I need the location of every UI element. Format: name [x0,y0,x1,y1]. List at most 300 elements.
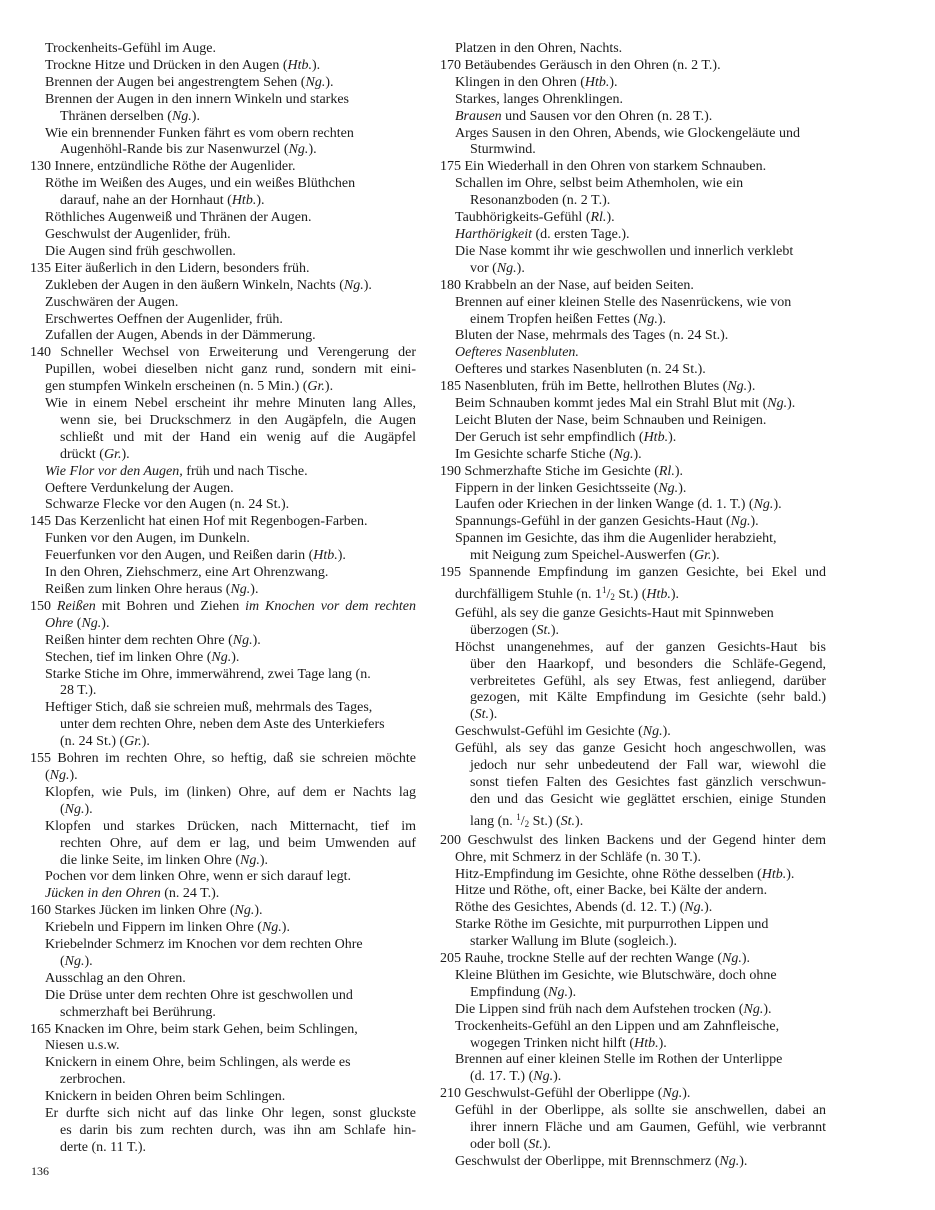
text-line [30,650,416,667]
text-segment: sonst tiefen Falten des Gesichtes fast gänzlich verschwun- [470,774,826,790]
text-line [30,126,416,143]
text-segment: oder boll ( [470,1137,529,1152]
text-line [440,514,826,531]
text-line [30,481,416,498]
text-line [440,345,826,362]
italic-text: Ohre [45,615,74,631]
text-segment: ( [45,767,50,783]
text-line [30,683,416,700]
italic-text: Ng. [753,497,774,513]
text-segment: mit Bohren und Ziehen [95,598,246,614]
text-segment: Ohre, mit Schmerz in der Schläfe (n. 30 T.). [455,849,701,865]
text-segment: den und das Gesicht wie geglättet erschien, einige Stunden [470,791,826,807]
text-line [30,227,416,244]
text-segment: 185 Nasenbluten, früh im Bette, hellrothen Blutes ( [440,379,728,395]
text-segment: Reißen hinter dem rechten Ohre ( [45,632,233,648]
text-segment: Gefühl, als sey die ganze Gesichts-Haut mit Spinnweben [455,605,774,621]
text-line [30,362,416,379]
text-segment: ). [256,193,265,209]
text-segment: Laufen oder Kriechen in der linken Wange (d. 1. T.) ( [455,497,754,513]
text-line [30,1055,416,1072]
text-line [30,785,416,802]
text-segment: unter dem rechten Ohre, neben dem Aste des Unterkiefers [60,717,385,733]
text-segment: Thränen derselben ( [60,108,172,124]
text-line [440,657,826,674]
text-segment: ). [252,632,261,648]
text-segment: ( [470,707,475,723]
text-segment: ). [773,497,782,513]
text-line [440,1154,826,1171]
text-line [30,244,416,261]
text-line [440,968,826,985]
text-line [440,883,826,900]
text-segment: ). [633,446,642,462]
text-line [440,362,826,379]
text-segment: darauf, nahe an der Hornhaut ( [60,193,232,209]
italic-text: Ng. [496,260,517,276]
text-segment: Starke Stiche im Ohre, immerwährend, zwei Tage lang (n. [45,666,371,682]
text-segment: Zufallen der Augen, Abends in der Dämmerung. [45,328,316,344]
text-segment: Schallen im Ohre, selbst beim Athemholen, wie ein [455,176,744,192]
text-line [30,447,416,464]
text-segment: ). [553,1069,562,1085]
text-line [440,481,826,498]
text-segment: Ausschlag an den Ohren. [45,970,186,986]
text-line [440,1036,826,1053]
text-line [30,278,416,295]
text-segment: Die Augen sind früh geschwollen. [45,243,236,259]
text-line [440,582,826,606]
text-segment: Feuerfunken vor den Augen, und Reißen darin ( [45,548,314,564]
text-segment: gen stumpfen Winkeln erscheinen (n. 5 Min.) ( [45,379,308,395]
text-segment: wenn sie, bei Druckschmerz in den Augäpfeln, die Augen [60,412,416,428]
text-segment: / [520,813,525,829]
text-line [440,1019,826,1036]
text-line [30,1022,416,1039]
text-segment: Sturmwind. [470,142,536,158]
text-line [440,295,826,312]
text-segment: zerbrochen. [60,1072,126,1088]
text-segment: Gefühl in der Oberlippe, als sollte sie anschwellen, dabei an [455,1103,826,1119]
text-line [440,75,826,92]
text-line [440,690,826,707]
italic-text: Jücken in den Ohren [45,886,161,902]
text-line [440,707,826,724]
text-line [440,934,826,951]
text-segment: ). [747,379,756,395]
text-line [30,853,416,870]
text-line [440,565,826,582]
text-segment: ). [657,311,666,327]
text-segment: ). [324,379,334,395]
text-segment: ). [281,920,290,936]
text-segment: Röthliches Augenweiß und Thränen der Augen. [45,210,312,226]
text-line [30,971,416,988]
text-line [440,917,826,934]
text-segment: Die Drüse unter dem rechten Ohre ist geschwollen und [45,987,353,1003]
text-segment: Augenhöhl-Rande bis zur Nasenwurzel ( [60,142,289,158]
text-segment: Leicht Bluten der Nase, beim Schnauben und Reinigen. [455,412,767,428]
text-segment: ). [787,396,796,412]
text-segment: Geschwulst der Augenlider, früh. [45,226,231,242]
text-segment: Brennen auf einer kleinen Stelle des Nasenrückens, wie von [455,294,792,310]
text-line [30,142,416,159]
text-line [440,244,826,261]
italic-text: Harthörigkeit [455,226,532,242]
text-segment: ). [325,74,334,90]
italic-text: Ng. [642,724,663,740]
text-segment: ). [550,622,560,638]
text-line [30,1005,416,1022]
italic-text: Ng. [288,142,309,158]
page-number: 136 [31,1164,49,1178]
text-line [440,1052,826,1069]
text-line [30,548,416,565]
italic-text: Ng. [719,1153,740,1169]
text-segment: Klopfen und starkes Drücken, nach Mitternacht, tief im [45,818,416,834]
italic-text: Ng. [533,1069,554,1085]
text-line [30,836,416,853]
text-line [440,109,826,126]
italic-text: Wie Flor vor den Augen, [45,463,183,479]
italic-text: St. [474,707,490,723]
text-segment: Geschwulst der Oberlippe, mit Brennschmerz ( [455,1153,720,1169]
text-segment: 160 Starkes Jücken im linken Ohre ( [30,903,235,919]
text-segment: Bluten der Nase, mehrmals des Tages (n. 24 St.). [455,328,729,344]
text-line [30,920,416,937]
italic-text: Htb. [287,57,312,73]
text-segment: Empfindung ( [470,984,549,1000]
text-line [30,954,416,971]
italic-text: Ng. [548,984,568,1000]
italic-text: Rl. [590,210,607,226]
text-segment: Starke Röthe im Gesichte, mit purpurrothen Lippen und [455,917,769,933]
text-line [440,58,826,75]
italic-text: Htb. [643,429,669,445]
text-segment: ). [191,108,200,124]
text-line [440,809,826,833]
text-segment: schmerzhaft bei Berührung. [60,1004,216,1020]
text-segment: ). [337,548,346,564]
italic-text: Ng. [743,1001,764,1017]
text-line [440,724,826,741]
italic-text: Ng. [637,311,658,327]
text-segment: 175 Ein Wiederhall in den Ohren von starkem Schnauben. [440,159,767,175]
text-line [30,1140,416,1157]
text-line [440,193,826,210]
text-segment: Kriebeln und Fippern im linken Ohre ( [45,920,262,936]
text-segment: durchfälligem Stuhle (n. 1 [455,587,602,602]
text-line [30,616,416,633]
text-line [30,1089,416,1106]
text-line [440,126,826,143]
text-segment: derte (n. 11 T.). [60,1139,147,1155]
text-line [440,142,826,159]
text-segment: St.) ( [614,587,647,602]
text-segment: ). [568,984,577,1000]
text-segment: Niesen u.s.w. [45,1038,120,1054]
text-line [30,295,416,312]
text-line [440,792,826,809]
italic-text: Htb. [761,866,787,882]
text-line [30,328,416,345]
text-segment: 2 [610,592,615,602]
text-segment: 130 Innere, entzündliche Röthe der Augenlider. [30,159,296,175]
text-segment: (d. ersten Tage.). [532,226,630,242]
italic-text: Htb. [634,1035,659,1051]
text-line [30,430,416,447]
text-line [30,700,416,717]
text-segment: 140 Schneller Wechsel von Erweiterung und Verengerung der [30,345,416,361]
text-segment: Heftiger Stich, daß sie schreien muß, mehrmals des Tages, [45,700,373,716]
italic-text: Htb. [313,548,338,564]
text-segment: Wie in einem Nebel erscheint ihr mehre Minuten lang Alles, [45,396,416,412]
text-line [440,1086,826,1103]
text-line [440,1002,826,1019]
text-segment: ). [259,852,269,868]
text-line [30,819,416,836]
text-line [30,75,416,92]
text-segment: und Sausen vor den Ohren (n. 28 T.). [501,108,713,124]
italic-text: im Knochen vor dem rechten [245,598,416,614]
text-line [30,193,416,210]
text-line [440,41,826,58]
text-line [30,58,416,75]
italic-text: Htb. [231,193,257,209]
text-segment: 155 Bohren im rechten Ohre, so heftig, daß sie schreien möchte [30,751,416,767]
italic-text: Oefteres Nasenbluten. [455,345,579,361]
text-line [440,497,826,514]
text-line [30,379,416,396]
italic-text: Ng. [343,277,364,293]
text-segment: 210 Geschwulst-Gefühl der Oberlippe ( [440,1086,663,1102]
text-line [440,850,826,867]
text-line [30,903,416,920]
text-segment: Beim Schnauben kommt jedes Mal ein Strahl Blut mit ( [455,396,768,412]
text-segment: 150 [30,598,57,614]
text-segment: Zuschwären der Augen. [45,294,179,310]
text-line [440,92,826,109]
text-segment: Er durfte sich nicht auf das linke Ohr legen, sonst gluckste [45,1106,416,1122]
italic-text: Gr. [124,734,142,750]
text-line [440,1069,826,1086]
text-line [30,1038,416,1055]
text-segment: ). [311,57,321,73]
text-line [30,497,416,514]
text-segment: ). [254,903,263,919]
text-segment: Schwarze Flecke vor den Augen (n. 24 St.). [45,497,290,513]
text-segment: Brennen der Augen bei angestrengtem Sehen ( [45,74,306,90]
italic-text: Ng. [658,480,679,496]
text-segment: ). [763,1001,772,1017]
italic-text: Ng. [240,852,260,868]
text-segment: ). [141,734,150,750]
text-segment: ). [668,429,677,445]
text-line [30,565,416,582]
text-segment: Platzen in den Ohren, Nachts. [455,41,623,56]
text-line [30,413,416,430]
text-line [440,396,826,413]
italic-text: Gr. [103,446,122,462]
text-segment: ( [60,801,65,817]
text-segment: ). [704,900,713,916]
text-segment: 165 Knacken im Ohre, beim stark Gehen, beim Schlingen, [30,1021,358,1037]
italic-text: Ng. [232,632,253,648]
text-segment: einem Tropfen heißen Fettes ( [470,311,638,327]
text-segment: ). [786,866,795,882]
text-segment: ). [662,724,671,740]
text-segment: lang (n. [470,813,517,829]
text-segment: ihrer innern Fläche und am Gaumen, Gefühl, wie verbrannt [470,1120,826,1136]
text-line [30,109,416,126]
italic-text: Ng. [211,649,232,665]
text-segment: gezogen, mit Kälte Empfindung im Gesichte (sehr bald.) [470,690,826,706]
text-line [30,1123,416,1140]
text-segment: Hitze und Röthe, oft, einer Backe, bei Kälte der andern. [455,883,768,899]
text-segment: Oefteres und starkes Nasenbluten (n. 24 St.). [455,362,706,378]
text-segment: ( [60,953,65,969]
text-segment: 195 Spannende Empfindung im ganzen Gesichte, bei Ekel und [440,565,826,581]
italic-text: St. [560,813,576,829]
text-segment: 145 Das Kerzenlicht hat einen Hof mit Regenbogen-Farben. [30,514,368,530]
text-line [440,531,826,548]
text-segment: (n. 24 St.) ( [60,734,125,750]
text-segment: Reißen zum linken Ohre heraus ( [45,582,231,597]
text-line [440,447,826,464]
text-segment: Spannen im Gesichte, das ihm die Augenlider herabzieht, [455,531,777,547]
text-segment: 170 Betäubendes Geräusch in den Ohren (n. 2 T.). [440,57,721,73]
italic-text: Ng. [234,903,255,919]
text-segment: Spannungs-Gefühl in der ganzen Gesichts-Haut ( [455,514,731,530]
text-line [30,988,416,1005]
text-line [30,582,416,599]
italic-text: Ng. [171,108,192,124]
text-segment: Die Lippen sind früh nach dem Aufstehen trocken ( [455,1001,744,1017]
text-segment: ). [250,582,259,597]
text-line [440,985,826,1002]
text-line [30,717,416,734]
text-segment: schließt und mit der Hand ein wenig auf die Augäpfel [60,429,416,445]
text-segment: Funken vor den Augen, im Dunkeln. [45,531,250,547]
text-line [440,176,826,193]
text-segment: / [606,587,611,602]
text-line [30,667,416,684]
text-segment: Röthe im Weißen des Auges, und ein weißes Blüthchen [45,176,356,192]
italic-text: Ng. [81,615,102,631]
text-line [30,210,416,227]
text-segment: 1 [516,811,521,822]
italic-text: Ng. [684,900,705,916]
text-segment: ). [670,587,680,602]
text-segment: Knickern in beiden Ohren beim Schlingen. [45,1089,286,1105]
text-segment: 180 Krabbeln an der Nase, auf beiden Seiten. [440,277,694,293]
text-segment: St.) ( [529,813,561,829]
text-segment: ). [575,813,584,829]
text-line [30,514,416,531]
text-segment: Resonanzboden (n. 2 T.). [470,193,611,209]
text-line [440,640,826,657]
text-segment: drückt ( [60,446,104,462]
italic-text: Ng. [613,446,634,462]
text-segment: ). [750,514,759,530]
text-segment: Hitz-Empfindung im Gesichte, ohne Röthe desselben ( [455,866,762,882]
italic-text: Reißen [56,598,96,614]
text-segment: (n. 24 T.). [160,886,220,902]
text-segment: Erschwertes Oeffnen der Augenlider, früh. [45,311,283,327]
italic-text: St. [528,1137,543,1152]
text-segment: ). [674,463,683,479]
text-line [30,1106,416,1123]
text-line [30,869,416,886]
text-segment: ). [658,1035,667,1051]
text-segment: es darin bis zum rechten durch, was ihn am Schlafe hin- [60,1123,416,1138]
text-segment: verbreitetes Gefühl, als sey Etwas, fest anliegend, darüber [470,673,826,689]
text-line [440,674,826,691]
text-segment: überzogen ( [470,622,537,638]
italic-text: Ng. [305,74,326,90]
text-segment: ). [516,260,525,276]
text-segment: vor ( [470,260,497,276]
text-segment: ). [84,801,93,817]
text-segment: Starkes, langes Ohrenklingen. [455,91,623,107]
text-line [440,227,826,244]
text-line [440,328,826,345]
text-segment: 205 Rauhe, trockne Stelle auf der rechten Wange ( [440,951,723,967]
text-line [440,1137,826,1154]
text-segment: Trockenheits-Gefühl im Auge. [45,41,216,56]
text-segment: ). [739,1153,748,1169]
text-segment: ). [606,210,615,226]
italic-text: Htb. [646,587,671,602]
text-segment: 200 Geschwulst des linken Backens und der Gegend hinter dem [440,832,826,848]
text-line [440,464,826,481]
text-line [440,741,826,758]
italic-text: Ng. [727,379,748,395]
text-line [440,867,826,884]
italic-text: Gr. [693,548,712,564]
text-line [440,606,826,623]
text-line [440,1120,826,1137]
text-segment: jedoch nur sehr unbedeutend der Fall war, wiewohl die [470,758,826,774]
text-segment: ). [363,277,372,293]
text-line [30,751,416,768]
text-line [30,261,416,278]
text-segment: Trockenheits-Gefühl an den Lippen und am Zahnfleische, [455,1018,780,1034]
right-column [440,41,826,1171]
text-segment: ). [69,767,78,783]
text-segment: Im Gesichte scharfe Stiche ( [455,446,614,462]
text-segment: ). [231,649,240,665]
text-segment: ). [489,707,498,723]
text-line [440,775,826,792]
italic-text: Ng. [230,582,251,597]
text-segment: Wie ein brennender Funken fährt es vom obern rechten [45,125,354,141]
text-segment: Kriebelnder Schmerz im Knochen vor dem rechten Ohre [45,937,363,953]
text-segment: Taubhörigkeits-Gefühl ( [455,210,591,226]
italic-text: Htb. [584,74,610,90]
text-segment: die linke Seite, im linken Ohre ( [60,852,241,868]
italic-text: Ng. [64,801,85,817]
text-line [440,833,826,850]
text-segment: 1 [601,585,607,595]
text-segment: Oeftere Verdunkelung der Augen. [45,480,234,496]
text-segment: Arges Sausen in den Ohren, Abends, wie Glockengeläute und [455,125,800,141]
text-line [30,345,416,362]
text-segment: Röthe des Gesichtes, Abends (d. 12. T.) ( [455,900,685,916]
text-line [30,176,416,193]
text-line [30,734,416,751]
text-segment: Klingen in den Ohren ( [455,74,585,90]
